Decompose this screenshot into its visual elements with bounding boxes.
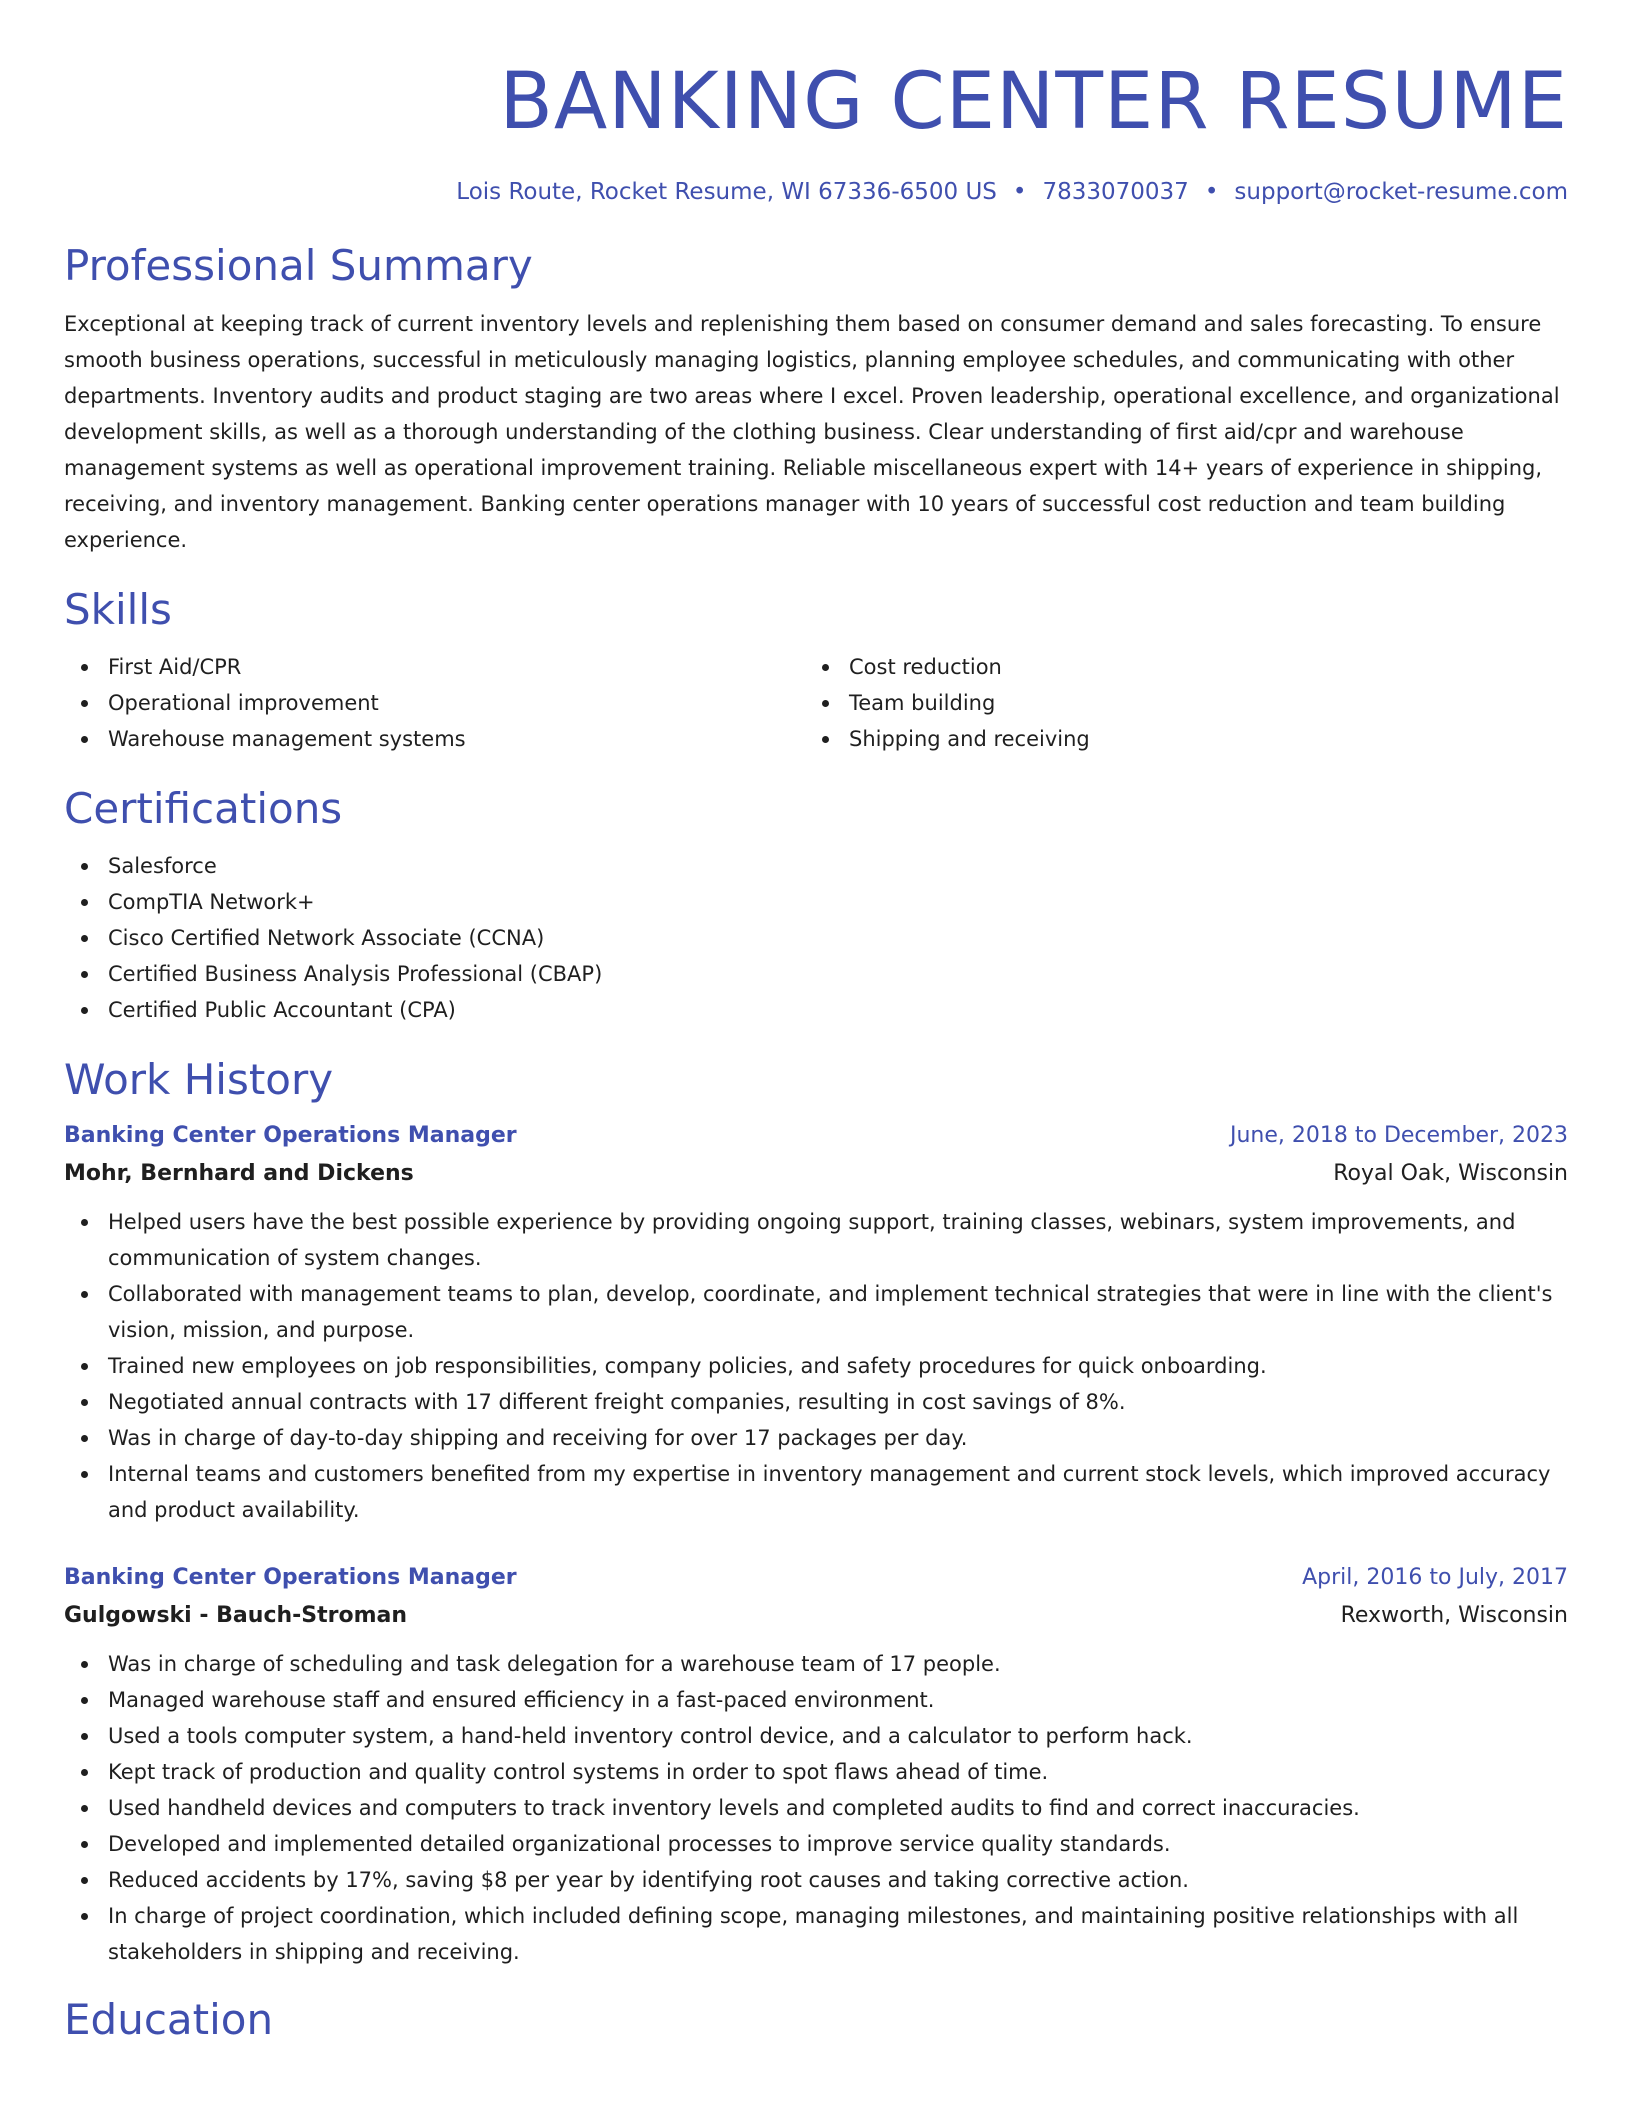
skill-item: Shipping and receiving: [849, 721, 1090, 757]
job-location: Rexworth, Wisconsin: [1340, 1603, 1568, 1628]
skill-item: Team building: [849, 685, 1090, 721]
certification-item: Cisco Certified Network Associate (CCNA): [108, 920, 1568, 956]
job-bullet: Used handheld devices and computers to track inventory levels and completed audits to find and correct inaccuracies.: [108, 1790, 1568, 1826]
skill-item: Operational improvement: [108, 685, 805, 721]
job-header: [64, 1560, 1568, 1596]
contact-address: Lois Route, Rocket Resume, WI 67336-6500 US: [456, 179, 997, 205]
contact-separator: •: [1012, 179, 1027, 205]
skills-heading: Skills: [64, 585, 172, 634]
contact-email[interactable]: support@rocket-resume.com: [1234, 179, 1568, 205]
job-header: [64, 1118, 1568, 1154]
job-dates: April, 2016 to July, 2017: [1302, 1565, 1568, 1590]
job-dates: June, 2018 to December, 2023: [1229, 1123, 1568, 1148]
job-bullet: Trained new employees on job responsibilities, company policies, and safety procedures for quick onboarding.: [108, 1348, 1568, 1384]
skills-column-left: [64, 649, 805, 757]
education-heading: Education: [64, 1995, 274, 2044]
contact-phone: 7833070037: [1042, 179, 1189, 205]
job-bullet: Used a tools computer system, a hand-held inventory control device, and a calculator to perform hack.: [108, 1718, 1568, 1754]
job-bullet: Collaborated with management teams to plan, develop, coordinate, and implement technical strategies that were in line with the client's vision, mission, and purpose.: [108, 1276, 1568, 1348]
work-history-heading: Work History: [64, 1055, 334, 1104]
job-title: Banking Center Operations Manager: [64, 1123, 517, 1148]
job-responsibilities: [64, 1646, 1568, 1970]
job-bullet: In charge of project coordination, which included defining scope, managing milestones, and maintaining positive relationships with all stakeholders in shipping and receiving.: [108, 1898, 1568, 1970]
job-bullet: Negotiated annual contracts with 17 different freight companies, resulting in cost savings of 8%.: [108, 1384, 1568, 1420]
skill-item: Cost reduction: [849, 649, 1090, 685]
job-bullet: Helped users have the best possible experience by providing ongoing support, training classes, webinars, system improvements, and communication of system changes.: [108, 1204, 1568, 1276]
job-bullet: Developed and implemented detailed organizational processes to improve service quality standards.: [108, 1826, 1568, 1862]
certification-item: CompTIA Network+: [108, 884, 1568, 920]
job-subheader: [64, 1154, 1568, 1194]
job-title: Banking Center Operations Manager: [64, 1565, 517, 1590]
resume-title: BANKING CENTER RESUME: [499, 57, 1568, 147]
job-bullet: Was in charge of scheduling and task delegation for a warehouse team of 17 people.: [108, 1646, 1568, 1682]
company-name: Mohr, Bernhard and Dickens: [64, 1161, 414, 1186]
summary-text: Exceptional at keeping track of current inventory levels and replenishing them based on consumer demand and sales forecasting. To ensure smooth business operations, successful in meticulously managing logistics, planning employee schedules, and communicating with other departments. Inventory audits and product staging are two areas where I excel. Proven leadership, operational excellence, and organizational development skills, as well as a thorough understanding of the clothing business. Clear understanding of first aid/cpr and warehouse management systems as well as operational improvement training. Reliable miscellaneous expert with 14+ years of experience in shipping, receiving, and inventory management. Banking center operations manager with 10 years of successful cost reduction and team building experience.: [64, 312, 1560, 552]
job-bullet: Was in charge of day-to-day shipping and receiving for over 17 packages per day.: [108, 1420, 1568, 1456]
job-bullet: Reduced accidents by 17%, saving $8 per year by identifying root causes and taking corrective action.: [108, 1862, 1568, 1898]
certifications-heading: Certifications: [64, 784, 343, 833]
job-subheader: [64, 1596, 1568, 1636]
certifications-list: [64, 848, 1568, 1028]
job-bullet: Managed warehouse staff and ensured efficiency in a fast-paced environment.: [108, 1682, 1568, 1718]
skill-item: First Aid/CPR: [108, 649, 805, 685]
job-bullet: Internal teams and customers benefited from my expertise in inventory management and current stock levels, which improved accuracy and product availability.: [108, 1456, 1568, 1528]
certification-item: Salesforce: [108, 848, 1568, 884]
skill-item: Warehouse management systems: [108, 721, 805, 757]
job-entry: [64, 1560, 1568, 1970]
certification-item: Certified Business Analysis Professional (CBAP): [108, 956, 1568, 992]
contact-separator: •: [1204, 179, 1219, 205]
summary-heading: Professional Summary: [64, 241, 533, 290]
job-bullet: Kept track of production and quality control systems in order to spot flaws ahead of time.: [108, 1754, 1568, 1790]
contact-line: [64, 176, 1568, 208]
job-responsibilities: [64, 1204, 1568, 1528]
job-location: Royal Oak, Wisconsin: [1333, 1161, 1568, 1186]
resume-page: [64, 0, 1568, 2046]
certification-item: Certified Public Accountant (CPA): [108, 992, 1568, 1028]
skills-list: [64, 649, 1568, 757]
company-name: Gulgowski - Bauch-Stroman: [64, 1603, 408, 1628]
job-entry: [64, 1118, 1568, 1528]
skills-column-right: [805, 649, 1090, 757]
